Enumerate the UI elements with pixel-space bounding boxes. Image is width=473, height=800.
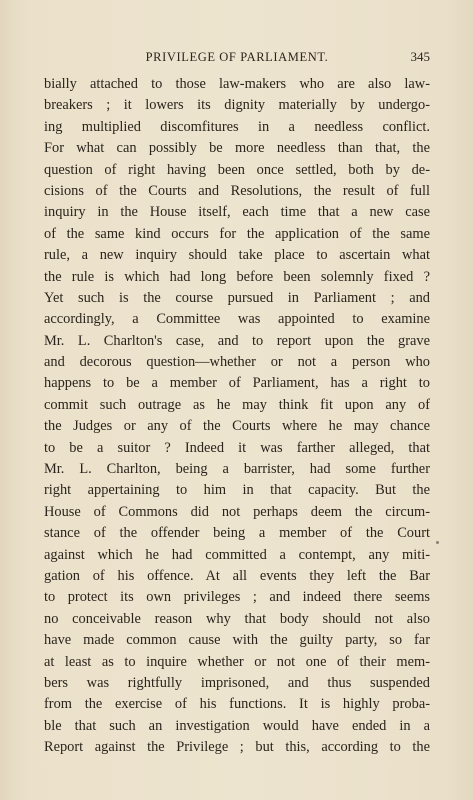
text-line-30: from the exercise of his functions. It is highly proba-	[44, 696, 430, 713]
text-line-12: accordingly, a Committee was appointed to examine	[44, 311, 430, 328]
text-line-21: House of Commons did not perhaps deem the circum-	[44, 503, 430, 520]
paper-speck	[436, 541, 439, 544]
text-line-25: to protect its own privileges ; and indeed there seems	[44, 589, 430, 606]
text-line-16: commit such outrage as he may think fit upon any of	[44, 396, 430, 413]
text-line-18: to be a suitor ? Indeed it was farther alleged, that	[44, 439, 430, 456]
text-line-7: inquiry in the House itself, each time that a new case	[44, 204, 430, 221]
text-line-27: have made common cause with the guilty party, so far	[44, 632, 430, 649]
text-line-11: Yet such is the course pursued in Parliament ; and	[44, 289, 430, 306]
text-line-10: the rule is which had long before been solemnly fixed ?	[44, 268, 430, 285]
running-head	[44, 47, 430, 67]
text-line-13: Mr. L. Charlton's case, and to report upon the grave	[44, 332, 430, 349]
text-line-19: Mr. L. Charlton, being a barrister, had some further	[44, 461, 430, 478]
text-line-20: right appertaining to him in that capacity. But the	[44, 482, 430, 499]
running-title: PRIVILEGE OF PARLIAMENT.	[145, 50, 329, 64]
page-number: 345	[410, 49, 430, 64]
text-line-6: cisions of the Courts and Resolutions, the result of full	[44, 182, 430, 199]
text-line-23: against which he had committed a contempt, any miti-	[44, 546, 430, 563]
text-line-26: no conceivable reason why that body should not also	[44, 610, 430, 627]
text-line-15: happens to be a member of Parliament, has a right to	[44, 375, 430, 392]
body-text	[44, 74, 430, 759]
text-line-29: bers was rightfully imprisoned, and thus suspended	[44, 674, 430, 691]
text-line-32: Report against the Privilege ; but this, according to the	[44, 739, 430, 756]
text-line-31: ble that such an investigation would have ended in a	[44, 717, 430, 734]
text-line-1: bially attached to those law-makers who are also law-	[44, 76, 430, 92]
text-line-2: breakers ; it lowers its dignity materially by undergo-	[44, 97, 430, 114]
text-line-22: stance of the offender being a member of the Court	[44, 525, 430, 542]
text-line-9: rule, a new inquiry should take place to ascertain what	[44, 247, 430, 264]
text-line-24: gation of his offence. At all events they left the Bar	[44, 567, 430, 584]
text-line-14: and decorous question—whether or not a person who	[44, 354, 430, 371]
text-line-8: of the same kind occurs for the application of the same	[44, 225, 430, 242]
text-line-4: For what can possibly be more needless than that, the	[44, 140, 430, 157]
text-line-17: the Judges or any of the Courts where he may chance	[44, 418, 430, 435]
text-line-5: question of right having been once settled, both by de-	[44, 161, 430, 178]
text-line-3: ing multiplied discomfitures in a needless conflict.	[44, 118, 430, 135]
text-line-28: at least as to inquire whether or not one of their mem-	[44, 653, 430, 670]
